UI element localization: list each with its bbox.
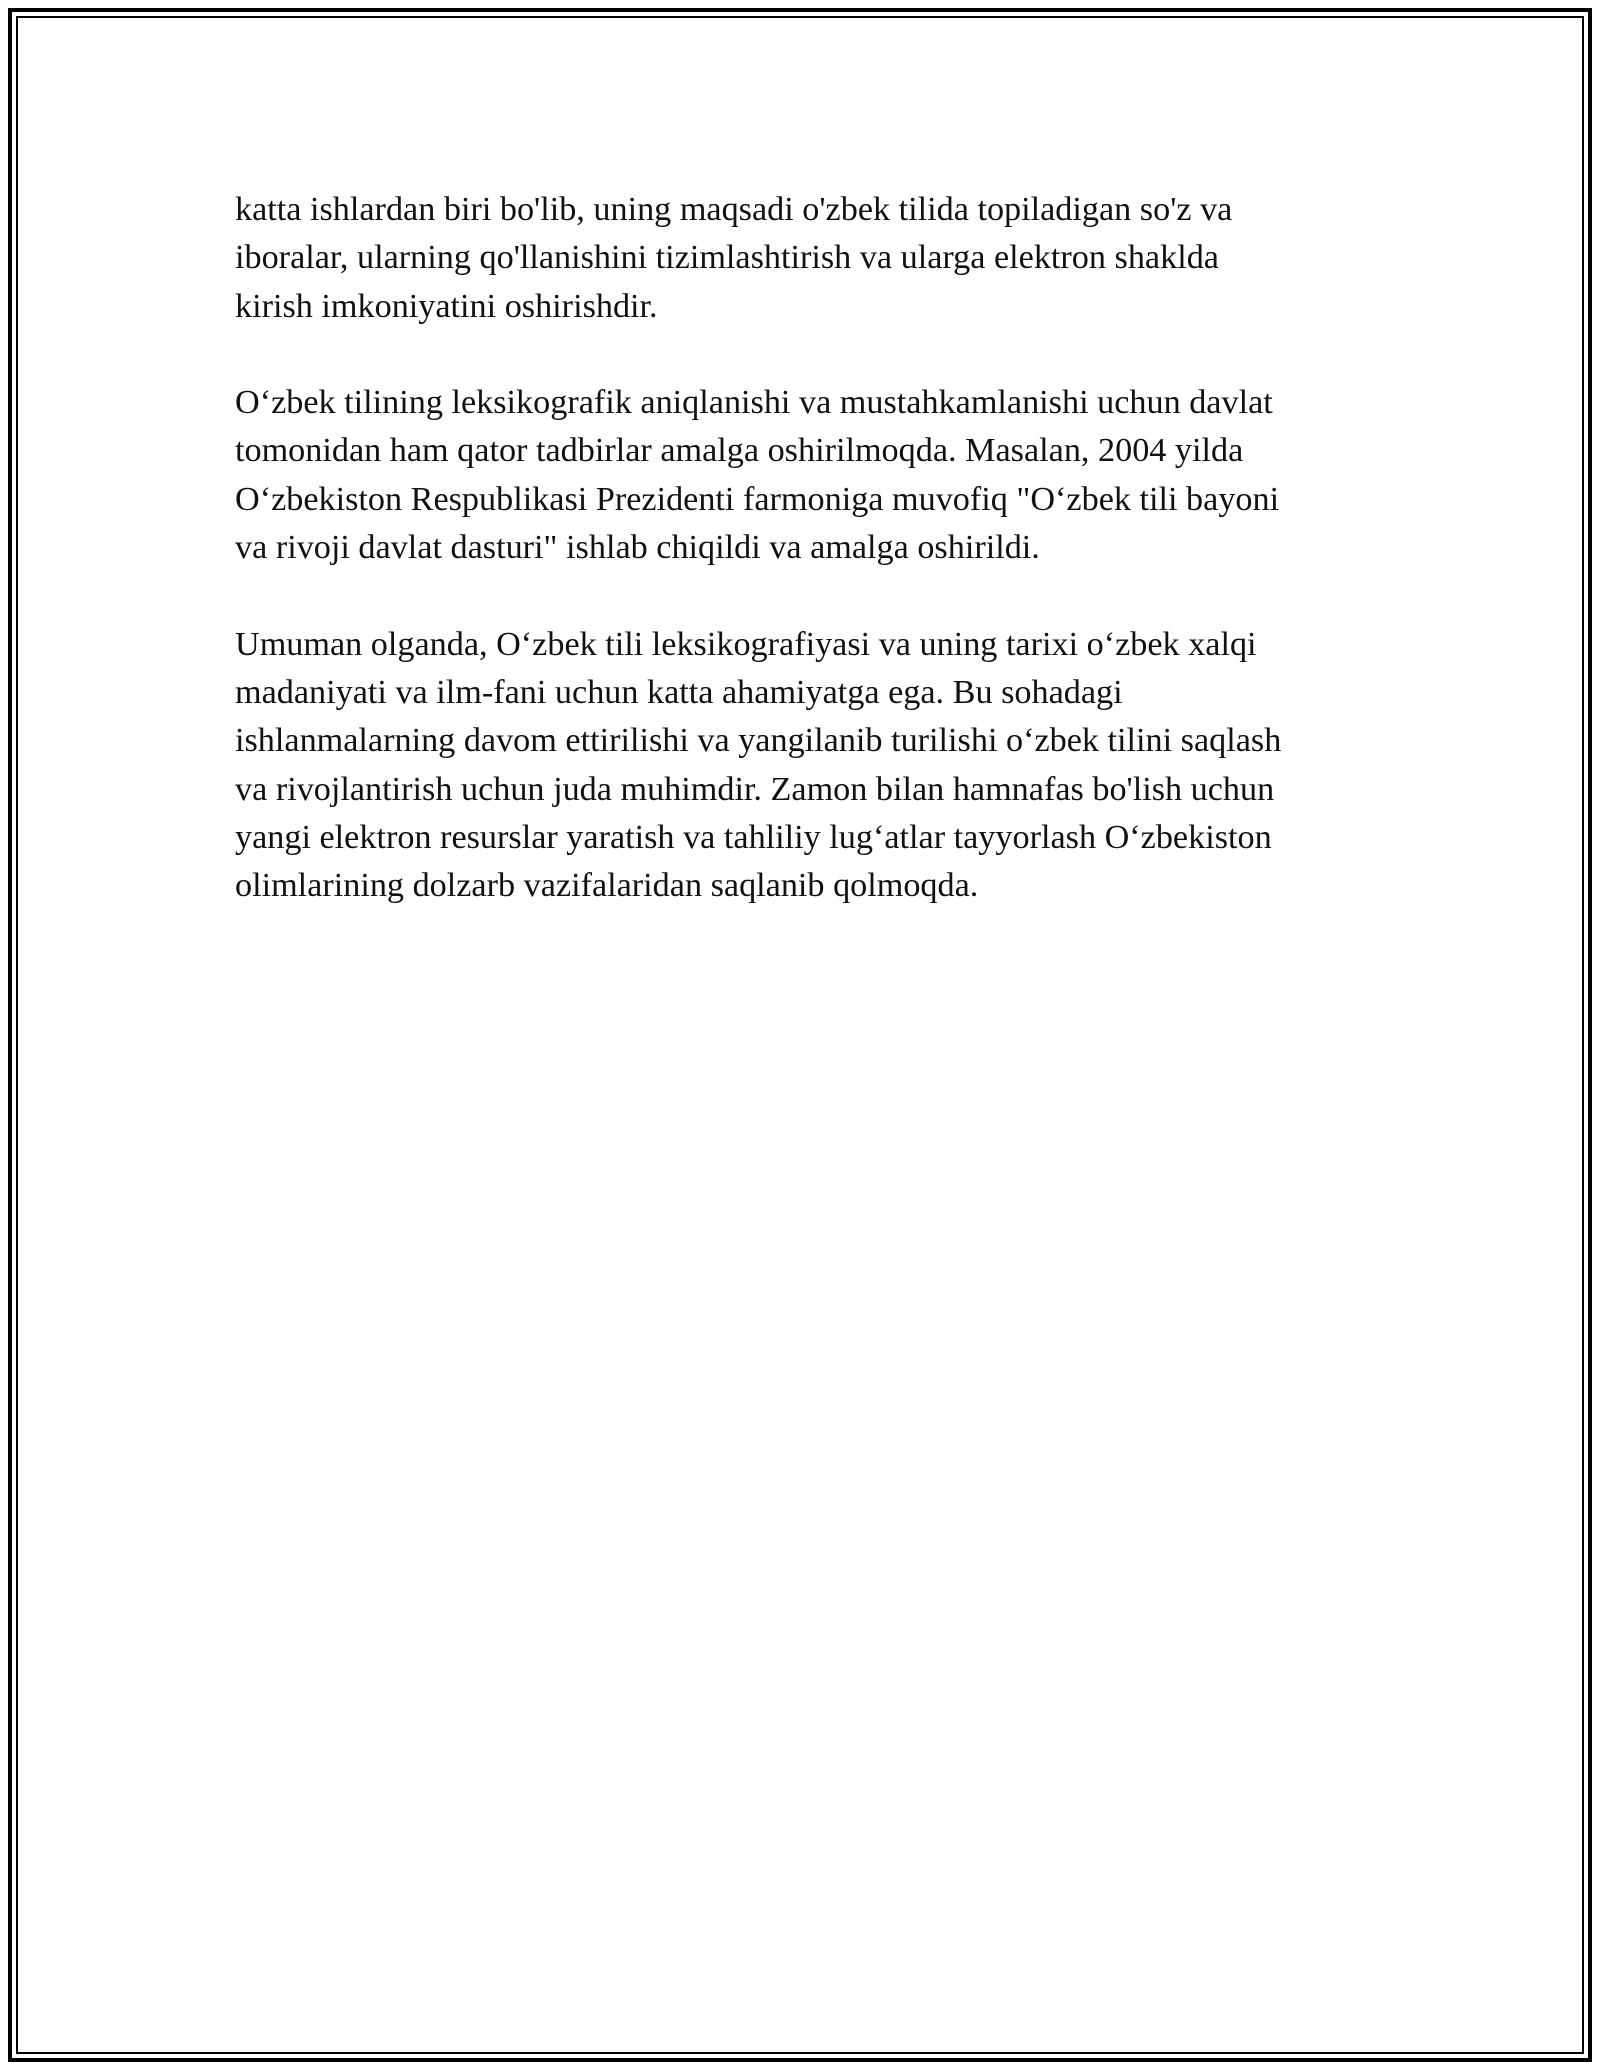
document-body (235, 186, 1380, 959)
text-line: O‘zbekiston Respublikasi Prezidenti farmoniga muvofiq "O‘zbek tili bayoni (235, 480, 1280, 518)
text-line: O‘zbek tilining leksikografik aniqlanishi va mustahkamlanishi uchun davlat (235, 384, 1273, 422)
text-line: va rivojlantirish uchun juda muhimdir. Zamon bilan hamnafas bo'lish uchun (235, 770, 1275, 808)
text-line: olimlarining dolzarb vazifalaridan saqlanib qolmoqda. (235, 867, 979, 905)
text-line: yangi elektron resurslar yaratish va tahliliy lug‘atlar tayyorlash O‘zbekiston (235, 818, 1272, 856)
text-line: kirish imkoniyatini oshirishdir. (235, 287, 658, 325)
paragraph-2 (235, 379, 1380, 572)
text-line: madaniyati va ilm-fani uchun katta ahamiyatga ega. Bu sohadagi (235, 673, 1123, 711)
text-line: va rivoji davlat dasturi" ishlab chiqildi va amalga oshirildi. (235, 529, 1040, 567)
text-line: tomonidan ham qator tadbirlar amalga oshirilmoqda. Masalan, 2004 yilda (235, 432, 1244, 470)
paragraph-3 (235, 621, 1380, 911)
paragraph-1 (235, 186, 1380, 331)
text-line: iboralar, ularning qo'llanishini tizimlashtirish va ularga elektron shaklda (235, 239, 1219, 277)
text-line: katta ishlardan biri bo'lib, uning maqsadi o'zbek tilida topiladigan so'z va (235, 191, 1233, 228)
text-line: ishlanmalarning davom ettirilishi va yangilanib turilishi o‘zbek tilini saqlash (235, 722, 1282, 760)
text-line: Umuman olganda, O‘zbek tili leksikografiyasi va uning tarixi o‘zbek xalqi (235, 625, 1257, 663)
